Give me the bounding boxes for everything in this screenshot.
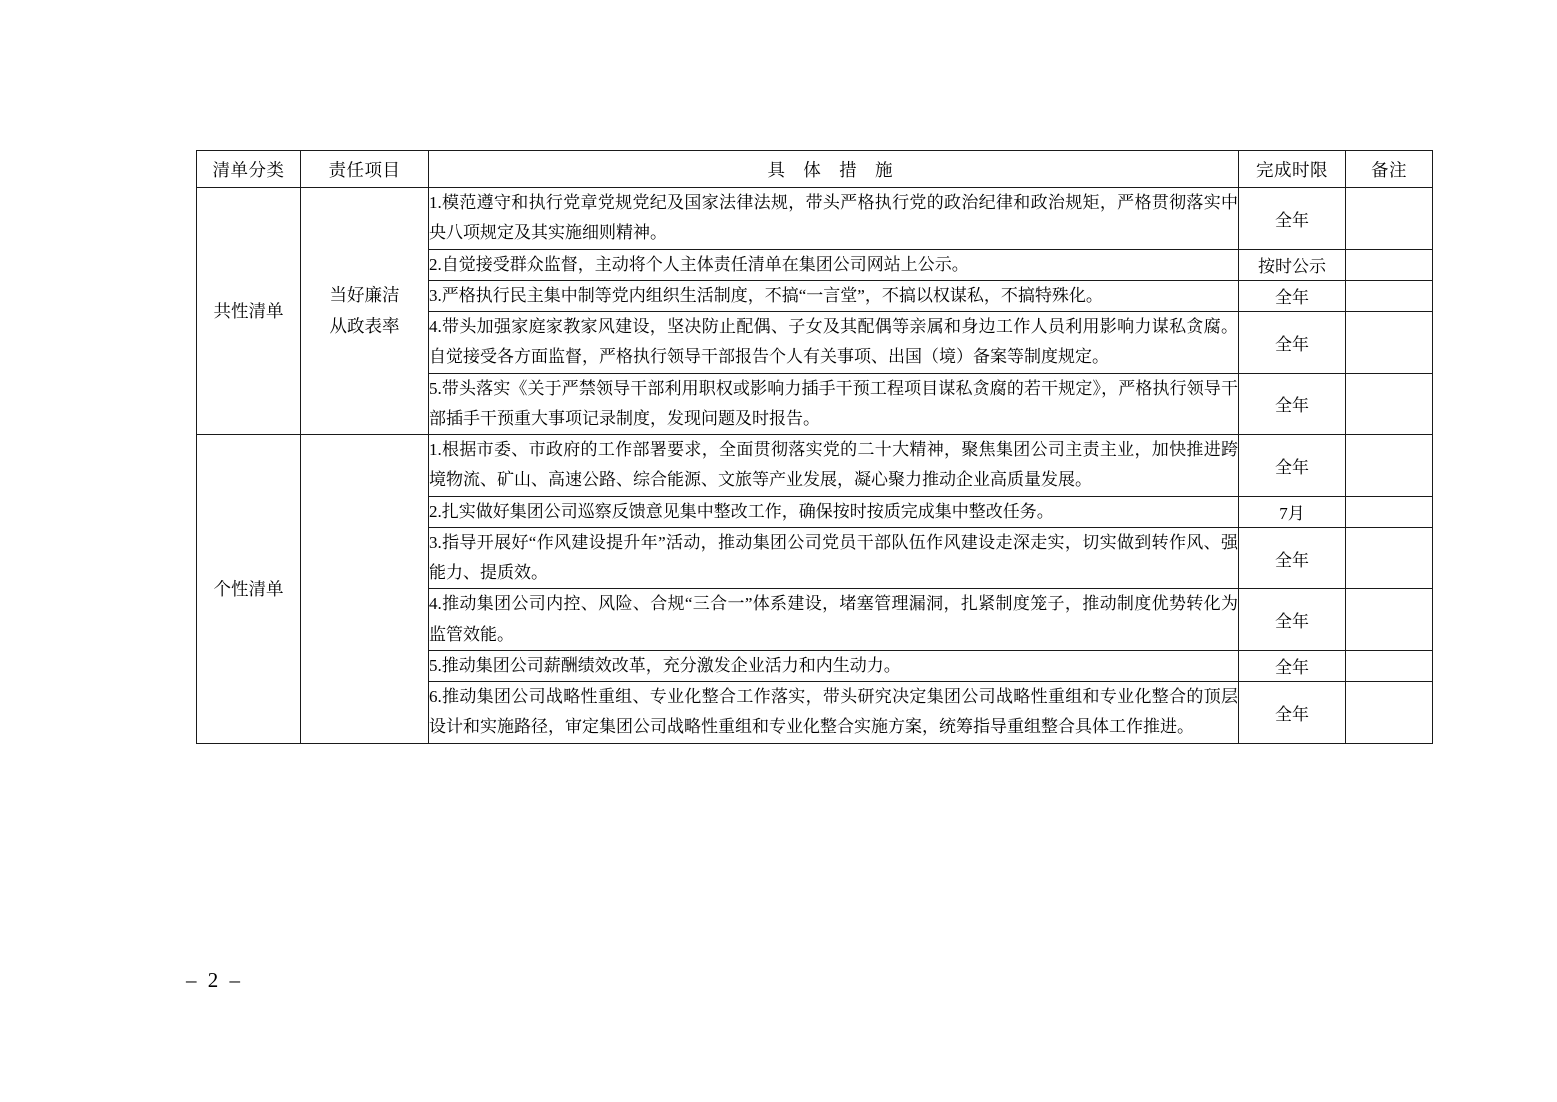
deadline-cell: 全年: [1239, 435, 1346, 497]
note-cell: [1346, 527, 1433, 589]
note-cell: [1346, 435, 1433, 497]
category-cell-common: 共性清单: [197, 188, 301, 435]
deadline-cell: 全年: [1239, 589, 1346, 651]
table-row: [197, 188, 1433, 250]
note-cell: [1346, 589, 1433, 651]
measure-cell: 1.模范遵守和执行党章党规党纪及国家法律法规，带头严格执行党的政治纪律和政治规矩，严格贯彻落实中央八项规定及其实施细则精神。: [429, 188, 1239, 250]
table-header-row: [197, 151, 1433, 188]
measure-cell: 6.推动集团公司战略性重组、专业化整合工作落实，带头研究决定集团公司战略性重组和专业化整合的顶层设计和实施路径，审定集团公司战略性重组和专业化整合实施方案，统筹指导重组整合具体工作推进。: [429, 682, 1239, 744]
deadline-cell: 7月: [1239, 496, 1346, 527]
note-cell: [1346, 373, 1433, 435]
deadline-cell: 全年: [1239, 373, 1346, 435]
responsibility-line-1: 当好廉洁: [329, 284, 400, 305]
deadline-cell: 全年: [1239, 682, 1346, 744]
measure-cell: 1.根据市委、市政府的工作部署要求，全面贯彻落实党的二十大精神，聚焦集团公司主责主业，加快推进跨境物流、矿山、高速公路、综合能源、文旅等产业发展，凝心聚力推动企业高质量发展。: [429, 435, 1239, 497]
note-cell: [1346, 650, 1433, 681]
responsibility-list-table: [196, 150, 1433, 744]
deadline-cell: 全年: [1239, 188, 1346, 250]
note-cell: [1346, 249, 1433, 280]
note-cell: [1346, 188, 1433, 250]
deadline-cell: 全年: [1239, 650, 1346, 681]
deadline-cell: 全年: [1239, 312, 1346, 374]
measure-cell: 3.严格执行民主集中制等党内组织生活制度，不搞“一言堂”，不搞以权谋私，不搞特殊化。: [429, 280, 1239, 311]
deadline-cell: 按时公示: [1239, 249, 1346, 280]
header-notes: 备注: [1346, 151, 1433, 188]
note-cell: [1346, 312, 1433, 374]
header-measures: 具 体 措 施: [429, 151, 1239, 188]
measure-cell: 5.带头落实《关于严禁领导干部利用职权或影响力插手干预工程项目谋私贪腐的若干规定》，严格执行领导干部插手干预重大事项记录制度，发现问题及时报告。: [429, 373, 1239, 435]
header-category: 清单分类: [197, 151, 301, 188]
category-cell-individual: 个性清单: [197, 435, 301, 744]
measure-cell: 2.扎实做好集团公司巡察反馈意见集中整改工作，确保按时按质完成集中整改任务。: [429, 496, 1239, 527]
measure-cell: 5.推动集团公司薪酬绩效改革，充分激发企业活力和内生动力。: [429, 650, 1239, 681]
measure-cell: 3.指导开展好“作风建设提升年”活动，推动集团公司党员干部队伍作风建设走深走实，切实做到转作风、强能力、提质效。: [429, 527, 1239, 589]
note-cell: [1346, 496, 1433, 527]
header-responsibility: 责任项目: [301, 151, 429, 188]
measure-cell: 2.自觉接受群众监督，主动将个人主体责任清单在集团公司网站上公示。: [429, 249, 1239, 280]
responsibility-line-2: 从政表率: [329, 316, 400, 336]
table-row: [197, 435, 1433, 497]
page-number: – 2 –: [186, 968, 243, 992]
header-deadline: 完成时限: [1239, 151, 1346, 188]
note-cell: [1346, 280, 1433, 311]
deadline-cell: 全年: [1239, 280, 1346, 311]
responsibility-cell-common: [301, 188, 429, 435]
responsibility-cell-individual: [301, 435, 429, 744]
measure-cell: 4.带头加强家庭家教家风建设，坚决防止配偶、子女及其配偶等亲属和身边工作人员利用影响力谋私贪腐。自觉接受各方面监督，严格执行领导干部报告个人有关事项、出国（境）备案等制度规定。: [429, 312, 1239, 374]
deadline-cell: 全年: [1239, 527, 1346, 589]
measure-cell: 4.推动集团公司内控、风险、合规“三合一”体系建设，堵塞管理漏洞，扎紧制度笼子，推动制度优势转化为监管效能。: [429, 589, 1239, 651]
note-cell: [1346, 682, 1433, 744]
